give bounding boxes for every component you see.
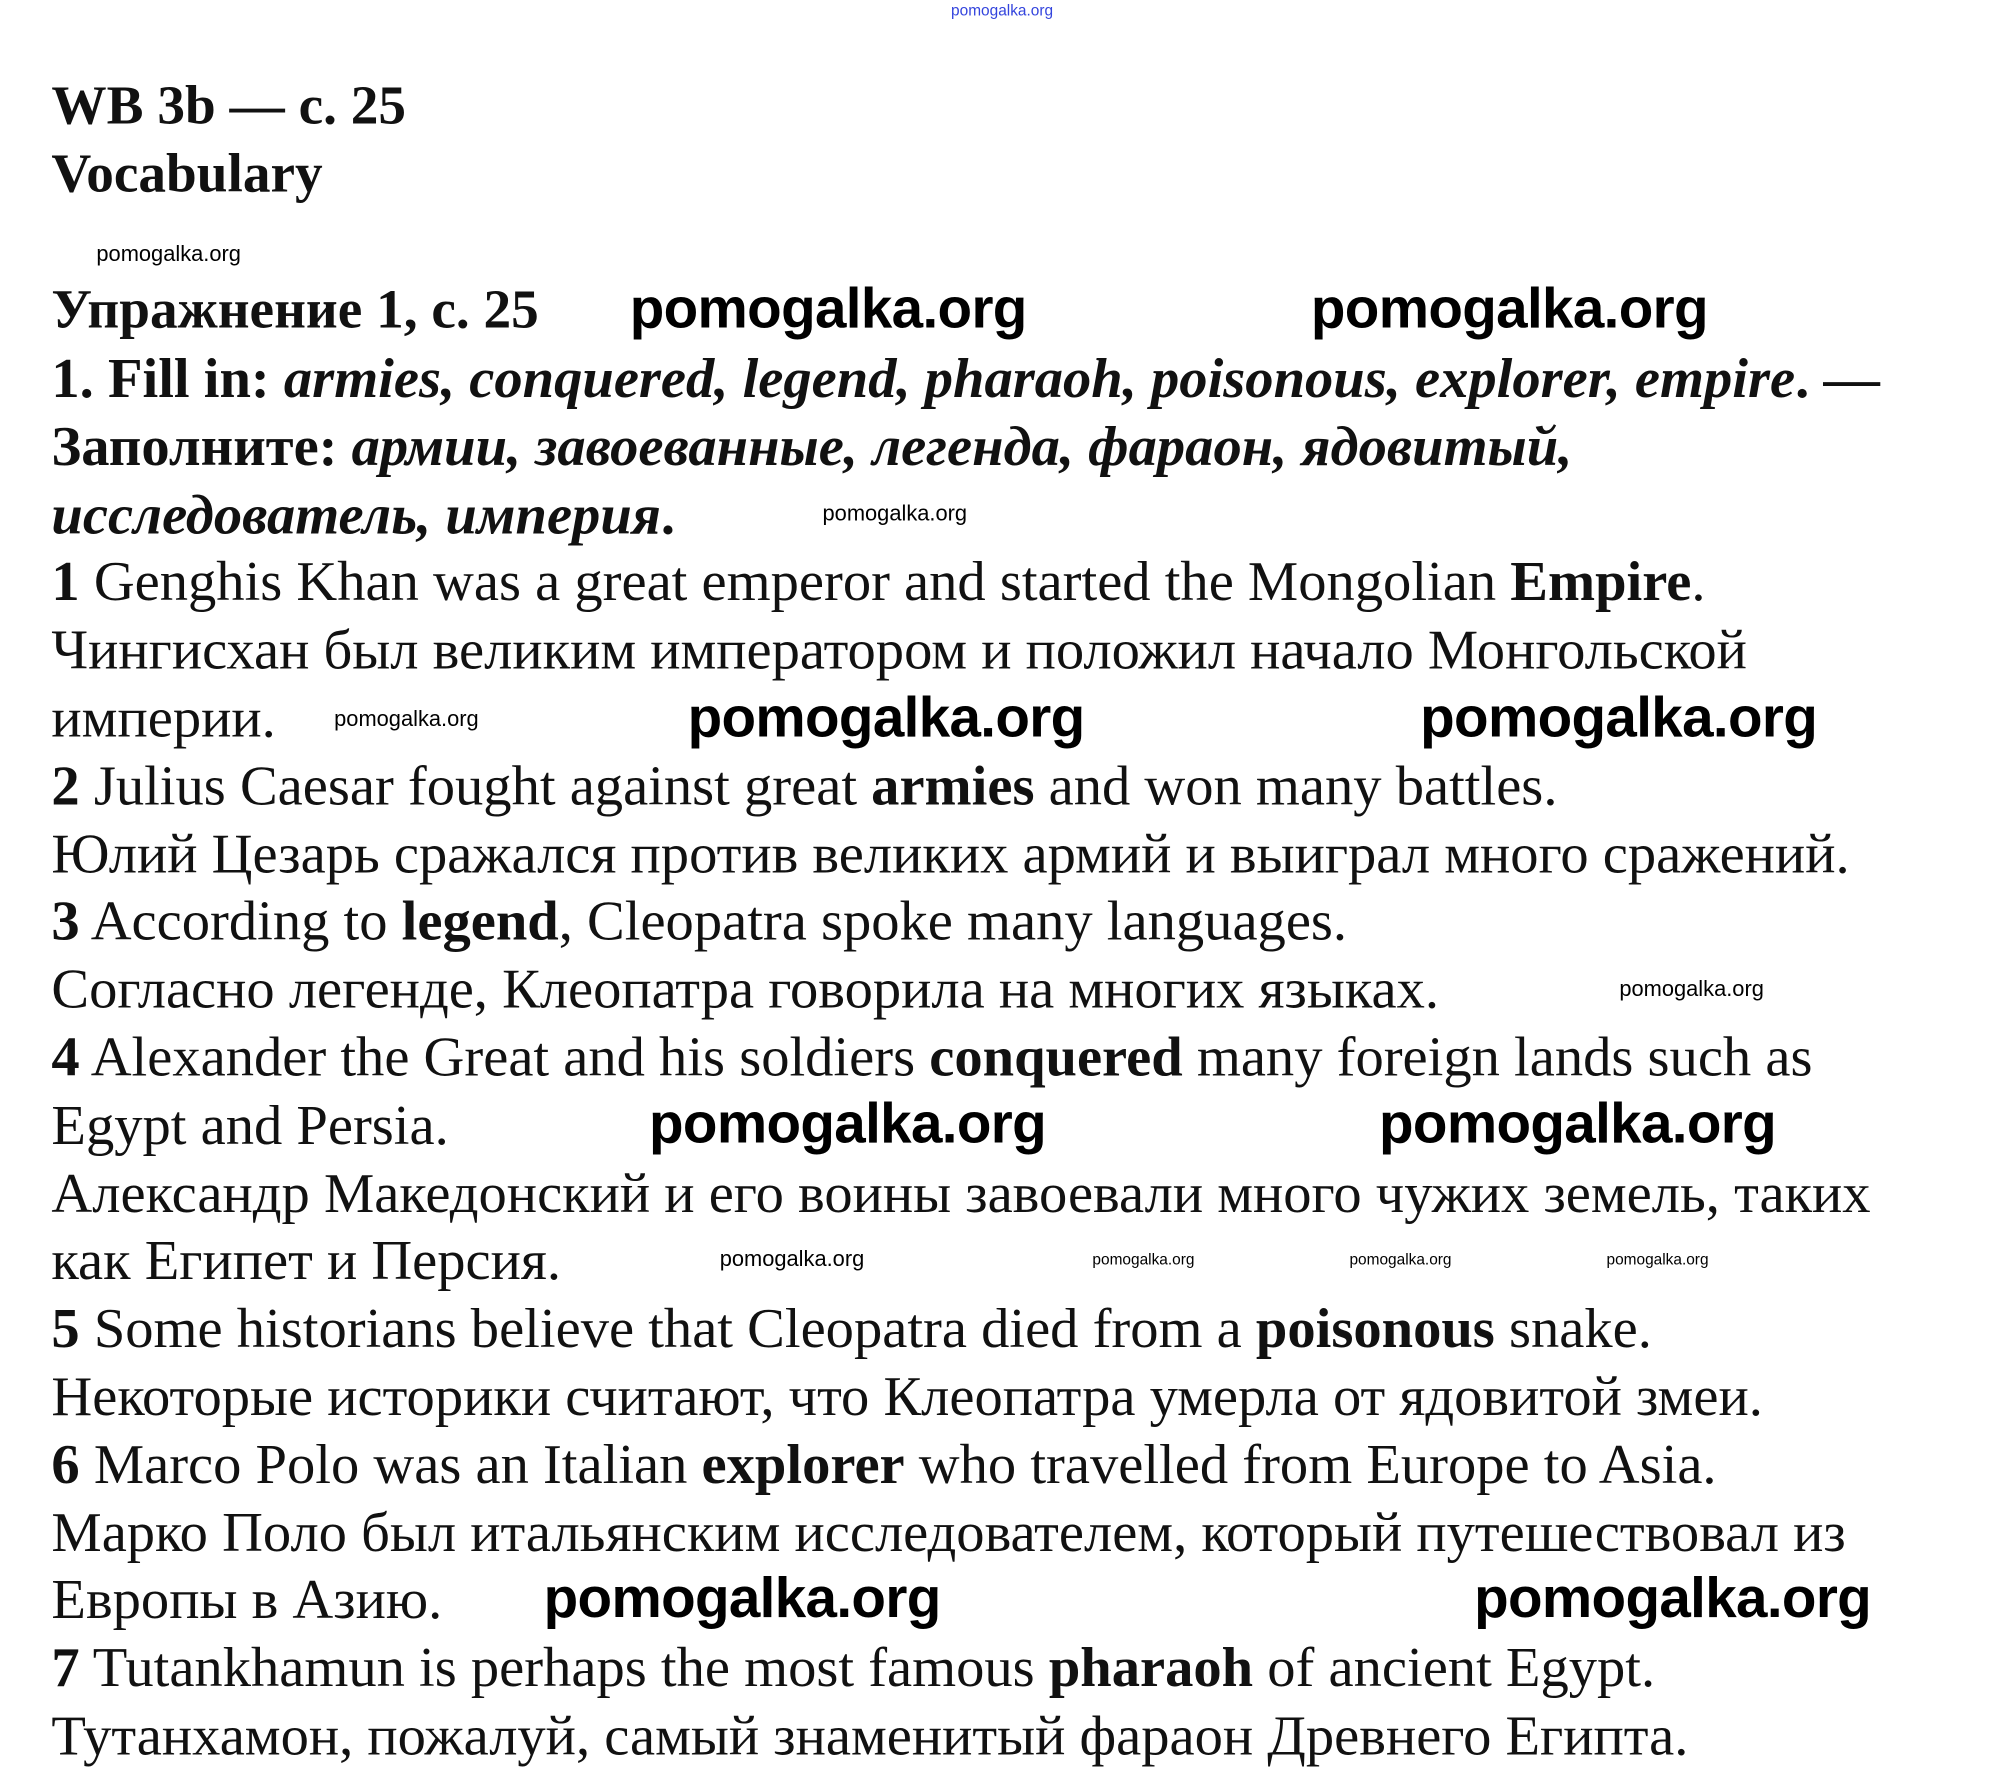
watermark: pomogalka.org [96,241,241,267]
text-segment: of ancient Egypt. [1253,1636,1656,1700]
text-segment: . [1691,550,1706,614]
emphasized-text: 1. Fill in: [51,347,284,410]
text-segment: Чингисхан был великим императором и положил начало Монгольской [51,618,1747,682]
text-line [51,548,1705,616]
text-segment: империи. [51,686,276,750]
emphasized-text: conquered [929,1025,1183,1089]
emphasized-text: Заполните: [51,414,352,478]
text-line [51,955,1439,1023]
watermark: pomogalka.org [1092,1250,1195,1269]
text-segment: snake. [1494,1297,1652,1360]
page-title: WB 3b — c. 25 [51,75,407,137]
emphasized-text: 2 [51,754,80,818]
watermark: pomogalka.org [629,277,1027,341]
text-segment: Марко Поло был итальянским исследователем, который путешествовал из [51,1500,1846,1564]
text-line [51,684,275,752]
text-segment: Согласно легенде, Клеопатра говорила на многих языках. [51,957,1440,1021]
text-line [51,1702,1688,1770]
text-line [51,344,1880,412]
text-segment: Европы в Азию. [51,1568,443,1632]
text-line [51,1294,1651,1362]
text-line [51,752,1557,820]
emphasized-text: legend [401,889,559,953]
text-segment: and won many battles. [1034,754,1558,818]
watermark: pomogalka.org [951,1,1054,20]
watermark: pomogalka.org [822,501,968,526]
emphasized-text: armies, conquered, legend, pharaoh, poisonous, explorer, empire [283,347,1796,410]
section-title: Vocabulary [51,143,323,205]
text-segment: Александр Македонский и его воины завоевали много чужих земель, таких [51,1161,1871,1225]
text-segment: Egypt and Persia. [51,1093,449,1157]
text-segment: Некоторые историки считают, что Клеопатра умерла от ядовитой змеи. [51,1364,1763,1428]
text-segment: many foreign lands such as [1182,1025,1813,1089]
text-line [51,1566,442,1634]
watermark: pomogalka.org [649,1092,1046,1156]
text-segment: According to [79,889,402,953]
emphasized-text: explorer [701,1432,905,1496]
text-line [51,616,1747,684]
text-line [51,1634,1655,1702]
watermark: pomogalka.org [1474,1566,1872,1630]
text-segment: Some historians believe that Cleopatra died from a [79,1297,1256,1360]
text-segment: , Cleopatra spoke many languages. [558,889,1348,953]
watermark: pomogalka.org [1379,1092,1776,1156]
text-line [51,480,675,548]
emphasized-text: Empire [1510,550,1692,614]
text-line [51,1430,1716,1498]
text-segment: как Египет и Персия. [51,1229,562,1293]
text-line [51,1023,1812,1091]
text-segment: Юлий Цезарь сражался против великих армий и выиграл много сражений. [51,822,1850,885]
text-segment: Julius Caesar fought against great [79,754,872,818]
emphasized-text: 7 [51,1636,80,1700]
watermark: pomogalka.org [1310,277,1708,341]
emphasized-text: pharaoh [1048,1636,1254,1700]
watermark: pomogalka.org [1420,686,1818,750]
watermark: pomogalka.org [1349,1250,1452,1269]
emphasized-text: . — [1795,347,1880,410]
text-line [51,819,1849,887]
watermark: pomogalka.org [1619,976,1764,1002]
text-segment: Tutankhamun is perhaps the most famous [79,1636,1049,1700]
text-line [51,887,1347,955]
watermark: pomogalka.org [687,686,1085,750]
text-segment: Alexander the Great and his soldiers [79,1025,930,1089]
emphasized-text: исследователь, империя [51,482,661,546]
text-line [51,1091,448,1159]
emphasized-text: 4 [51,1025,80,1089]
text-line [51,1227,561,1295]
watermark: pomogalka.org [719,1246,865,1272]
exercise-title: Упражнение 1, с. 25 [51,280,539,341]
watermark: pomogalka.org [543,1566,941,1630]
text-line [51,1362,1762,1430]
text-segment: Genghis Khan was a great emperor and started the Mongolian [79,550,1511,614]
emphasized-text: 5 [51,1297,80,1360]
watermark: pomogalka.org [334,706,479,732]
emphasized-text: . [660,482,676,546]
text-line [51,412,1572,480]
emphasized-text: армии, завоеванные, легенда, фараон, ядовитый, [351,414,1573,478]
text-segment: Marco Polo was an Italian [79,1432,702,1496]
emphasized-text: poisonous [1255,1297,1495,1360]
text-line [51,1498,1845,1566]
emphasized-text: 1 [51,550,80,614]
emphasized-text: armies [871,754,1035,818]
emphasized-text: 3 [51,889,80,953]
text-segment: who travelled from Europe to Asia. [904,1432,1717,1496]
text-segment: Тутанхамон, пожалуй, самый знаменитый фараон Древнего Египта. [51,1704,1689,1768]
text-line [51,1159,1870,1227]
emphasized-text: 6 [51,1432,80,1496]
watermark: pomogalka.org [1606,1250,1709,1269]
